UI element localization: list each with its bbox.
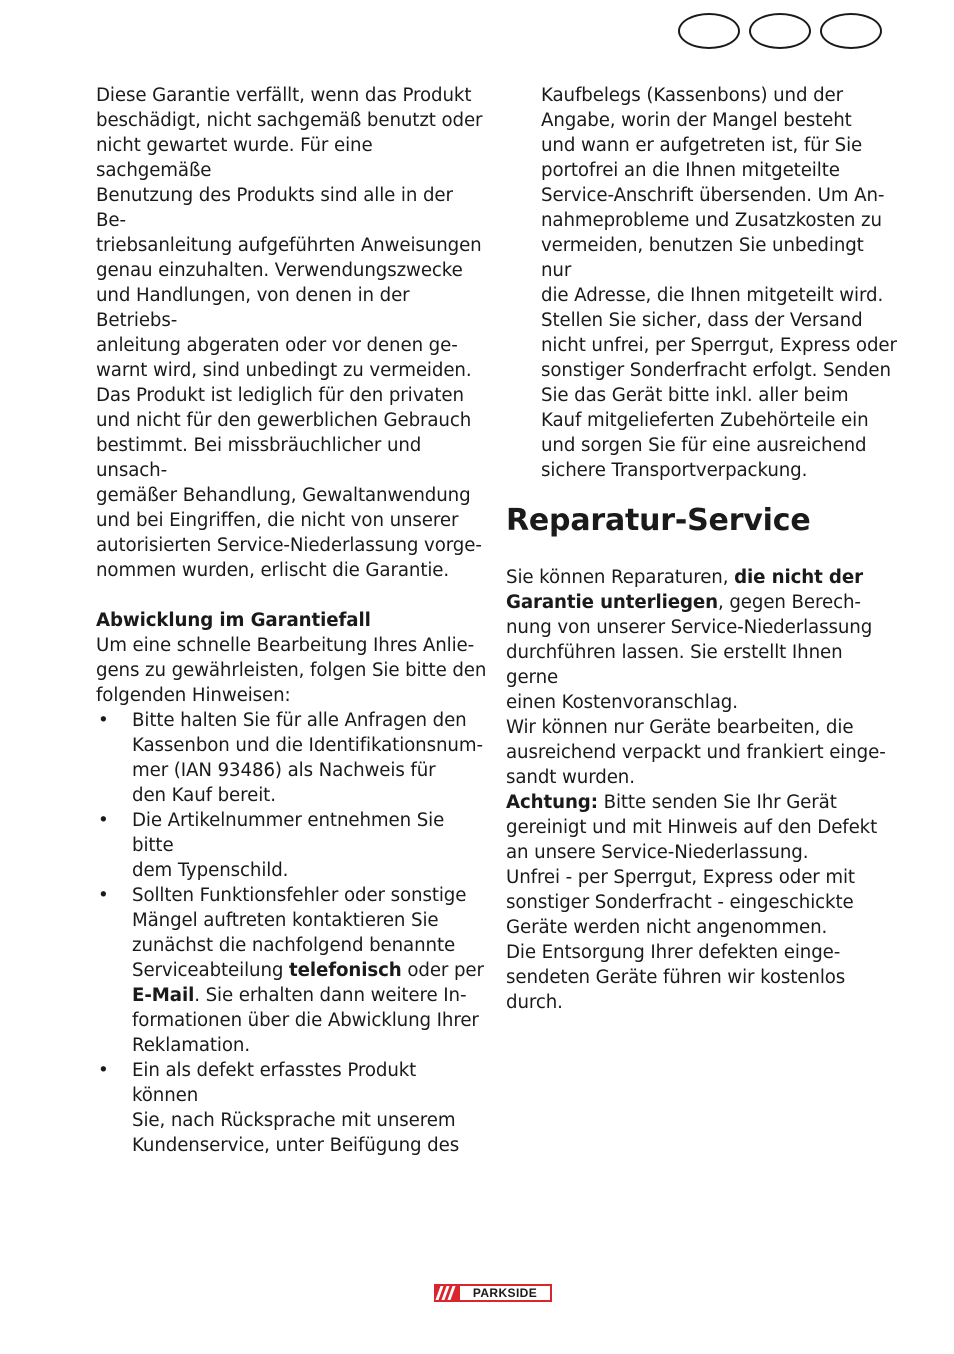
text-line: Das Produkt ist lediglich für den privaten [96,385,464,406]
list-item [96,883,488,1058]
spacer [96,583,488,608]
text-line: Kassenbon und die Identifikationsnum- [132,735,483,756]
emphasis-email: E-Mail [132,985,195,1006]
section-heading-repair-service: Reparatur-Service [506,503,811,538]
repair-paragraph-1 [506,565,898,715]
text-line: sendeten Geräte führen wir kostenlos [506,967,846,988]
repair-paragraph-2 [506,715,898,790]
text-line: und nicht für den gewerblichen Gebrauch [96,410,472,431]
text-line: dem Typenschild. [132,860,289,881]
text-line: die Adresse, die Ihnen mitgeteilt wird. [541,285,884,306]
text-line: genau einzuhalten. Verwendungszwecke [96,260,463,281]
text-line: Kauf mitgelieferten Zubehörteile ein [541,410,869,431]
bullet-icon: • [98,810,109,831]
repair-paragraph-4 [506,865,898,940]
text-line: Geräte werden nicht angenommen. [506,917,828,938]
text-run: Serviceabteilung [132,960,290,981]
text-line: nicht gewartet wurde. Für eine sachgemäße [96,135,373,181]
text-run: Bitte senden Sie Ihr Gerät [597,792,837,813]
text-line: Benutzung des Produkts sind alle in der Be- [96,185,453,231]
text-line: triebsanleitung aufgeführten Anweisungen [96,235,482,256]
text-line: Mängel auftreten kontaktieren Sie [132,910,439,931]
text-line: gereinigt und mit Hinweis auf den Defekt [506,817,878,838]
text-line: autorisierten Service-Niederlassung vorge- [96,535,482,556]
text-line: den Kauf bereit. [132,785,276,806]
text-line: Die Entsorgung Ihrer defekten einge- [506,942,841,963]
language-oval-2 [749,13,811,49]
logo-stripes-icon [434,1284,460,1302]
text-line: nung von unserer Service-Niederlassung [506,617,873,638]
text-line: Bitte halten Sie für alle Anfragen den [132,710,467,731]
repair-paragraph-3 [506,790,898,865]
lead-paragraph [96,633,488,708]
text-line: anleitung abgeraten oder vor denen ge- [96,335,458,356]
emphasis-text: die nicht der [734,567,863,588]
text-line: sonstiger Sonderfracht - eingeschickte [506,892,854,913]
text-line: sichere Transportverpackung. [541,460,808,481]
text-line: bestimmt. Bei missbräuchlicher und unsach- [96,435,422,481]
emphasis-achtung: Achtung: [506,792,598,813]
text-line: formationen über die Abwicklung Ihrer [132,1010,479,1031]
language-ovals [678,13,882,49]
bullet-icon: • [98,710,109,731]
intro-paragraph [96,83,488,583]
text-line: Sie das Gerät bitte inkl. aller beim [541,385,849,406]
parkside-logo [434,1284,552,1302]
text-line: Die Artikelnummer entnehmen Sie bitte [132,810,445,856]
text-line: gens zu gewährleisten, folgen Sie bitte den [96,660,487,681]
list-item [96,708,488,808]
text-line: und bei Eingriffen, die nicht von unserer [96,510,459,531]
text-line: und Handlungen, von denen in der Betriebs- [96,285,410,331]
text-line: und sorgen Sie für eine ausreichend [541,435,867,456]
text-line: nahmeprobleme und Zusatzkosten zu [541,210,882,231]
text-run: . Sie erhalten dann weitere In- [194,985,467,1006]
text-line: durch. [506,992,563,1013]
text-line: gemäßer Behandlung, Gewaltanwendung [96,485,471,506]
text-line: sonstiger Sonderfracht erfolgt. Senden [541,360,891,381]
text-line: Stellen Sie sicher, dass der Versand [541,310,863,331]
bullet-continuation [506,83,898,483]
right-column [506,83,898,1015]
text-line [506,790,898,815]
text-line: nicht unfrei, per Sperrgut, Express oder [541,335,897,356]
text-line: Unfrei - per Sperrgut, Express oder mit [506,867,855,888]
repair-paragraph-5 [506,940,898,1015]
text-line: Wir können nur Geräte bearbeiten, die [506,717,854,738]
text-line: Sollten Funktionsfehler oder sonstige [132,885,467,906]
text-line: an unsere Service-Niederlassung. [506,842,809,863]
text-line: Service-Anschrift übersenden. Um An- [541,185,885,206]
text-run: Sie können Reparaturen, [506,567,735,588]
logo-wordmark: PARKSIDE [460,1286,550,1300]
text-line: Kundenservice, unter Beifügung des [132,1135,460,1156]
language-oval-1 [678,13,740,49]
list-item [96,808,488,883]
bullet-icon: • [98,1060,109,1081]
text-line: folgenden Hinweisen: [96,685,291,706]
subheading-warranty-handling: Abwicklung im Garantiefall [96,610,371,631]
emphasis-telefonisch: telefonisch [289,960,402,981]
text-line: Sie, nach Rücksprache mit unserem [132,1110,456,1131]
text-line: zunächst die nachfolgend benannte [132,935,456,956]
text-run: oder per [401,960,484,981]
instructions-list [96,708,488,1158]
text-line: Angabe, worin der Mangel besteht [541,110,852,131]
text-line [132,983,488,1008]
text-line: einen Kostenvoranschlag. [506,692,738,713]
text-line: durchführen lassen. Sie erstellt Ihnen gerne [506,642,843,688]
text-line: Ein als defekt erfasstes Produkt können [132,1060,417,1106]
text-line: beschädigt, nicht sachgemäß benutzt oder [96,110,483,131]
text-line: nommen wurden, erlischt die Garantie. [96,560,450,581]
text-line [132,958,488,983]
left-column [96,83,488,1158]
text-line: Reklamation. [132,1035,251,1056]
text-line: mer (IAN 93486) als Nachweis für [132,760,436,781]
text-line: Kaufbelegs (Kassenbons) und der [541,85,844,106]
language-oval-3 [820,13,882,49]
text-line: und wann er aufgetreten ist, für Sie [541,135,863,156]
text-run: , gegen Berech- [718,592,861,613]
bullet-icon: • [98,885,109,906]
text-line: sandt wurden. [506,767,635,788]
text-line [506,590,898,615]
text-line: ausreichend verpackt und frankiert einge- [506,742,886,763]
text-line: vermeiden, benutzen Sie unbedingt nur [541,235,864,281]
text-line: warnt wird, sind unbedingt zu vermeiden. [96,360,472,381]
text-line [506,565,898,590]
text-line: Diese Garantie verfällt, wenn das Produkt [96,85,472,106]
text-line: portofrei an die Ihnen mitgeteilte [541,160,840,181]
text-line: Um eine schnelle Bearbeitung Ihres Anlie- [96,635,475,656]
emphasis-text: Garantie unterliegen [506,592,718,613]
list-item [96,1058,488,1158]
